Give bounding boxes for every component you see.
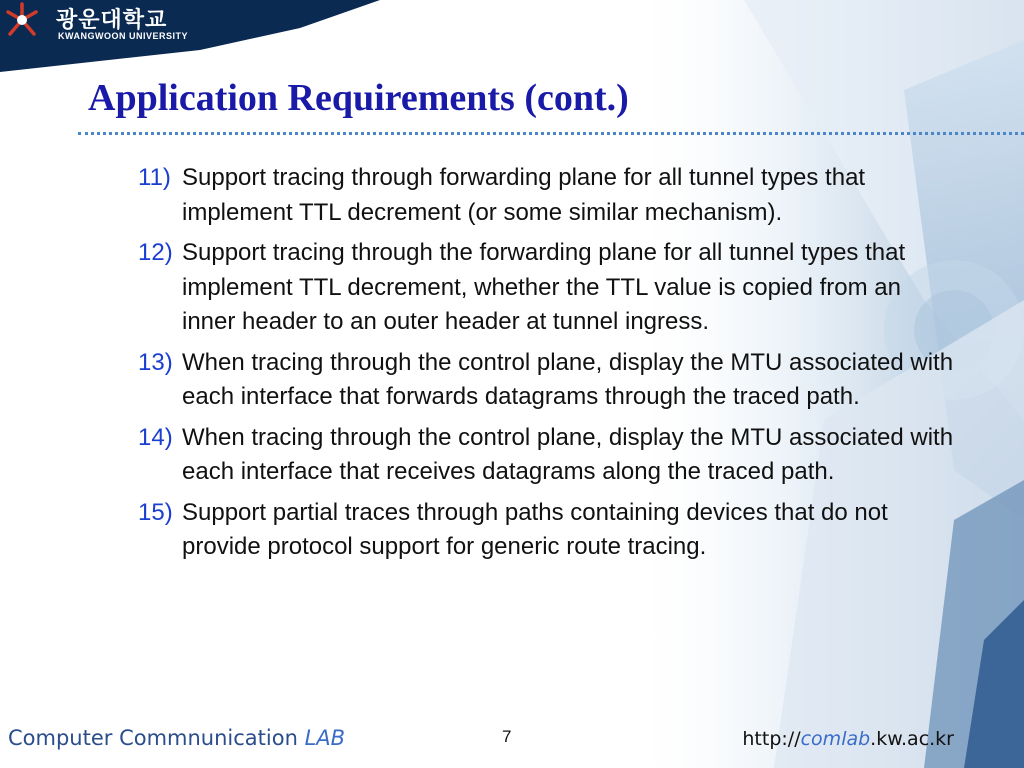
item-number: 15)	[138, 498, 173, 526]
list-item	[138, 236, 968, 340]
university-name-korean: 광운대학교	[56, 8, 168, 33]
header-logo-band	[0, 0, 380, 72]
item-number: 11)	[138, 164, 171, 191]
item-number: 13)	[138, 348, 173, 376]
list-item	[138, 346, 968, 415]
university-name-english: KWANGWOON UNIVERSITY	[58, 31, 189, 41]
lab-abbreviation: LAB	[304, 726, 346, 750]
list-item	[138, 496, 968, 565]
page-number: 7	[502, 727, 512, 746]
item-number: 12)	[138, 239, 173, 266]
lab-name-text: Computer Commnunication	[8, 726, 298, 750]
item-text: Support tracing through forwarding plane for all tunnel types that implement TTL decrement (or some similar mechanism).	[182, 164, 866, 226]
title-divider	[78, 132, 1024, 135]
url-prefix: http://	[742, 728, 801, 750]
footer-url[interactable]	[742, 728, 954, 750]
item-number: 14)	[138, 423, 173, 451]
item-text: When tracing through the control plane, display the MTU associated with each interface that forwards datagrams through the traced path.	[182, 348, 954, 410]
item-text: When tracing through the control plane, display the MTU associated with each interface that receives datagrams along the traced path.	[182, 423, 954, 485]
item-text: Support tracing through the forwarding plane for all tunnel types that implement TTL decrement, whether the TTL value is copied from an inner header to an outer header at tunnel ingress.	[182, 239, 906, 335]
requirements-list	[138, 161, 968, 571]
list-item	[138, 161, 968, 230]
list-item	[138, 421, 968, 490]
footer-lab-name	[8, 726, 345, 750]
university-emblem-icon	[0, 0, 44, 40]
url-suffix: .kw.ac.kr	[870, 728, 954, 750]
slide-title: Application Requirements (cont.)	[88, 77, 629, 119]
url-accent: comlab	[800, 728, 871, 750]
item-text: Support partial traces through paths containing devices that do not provide protocol support for generic route tracing.	[182, 498, 888, 560]
